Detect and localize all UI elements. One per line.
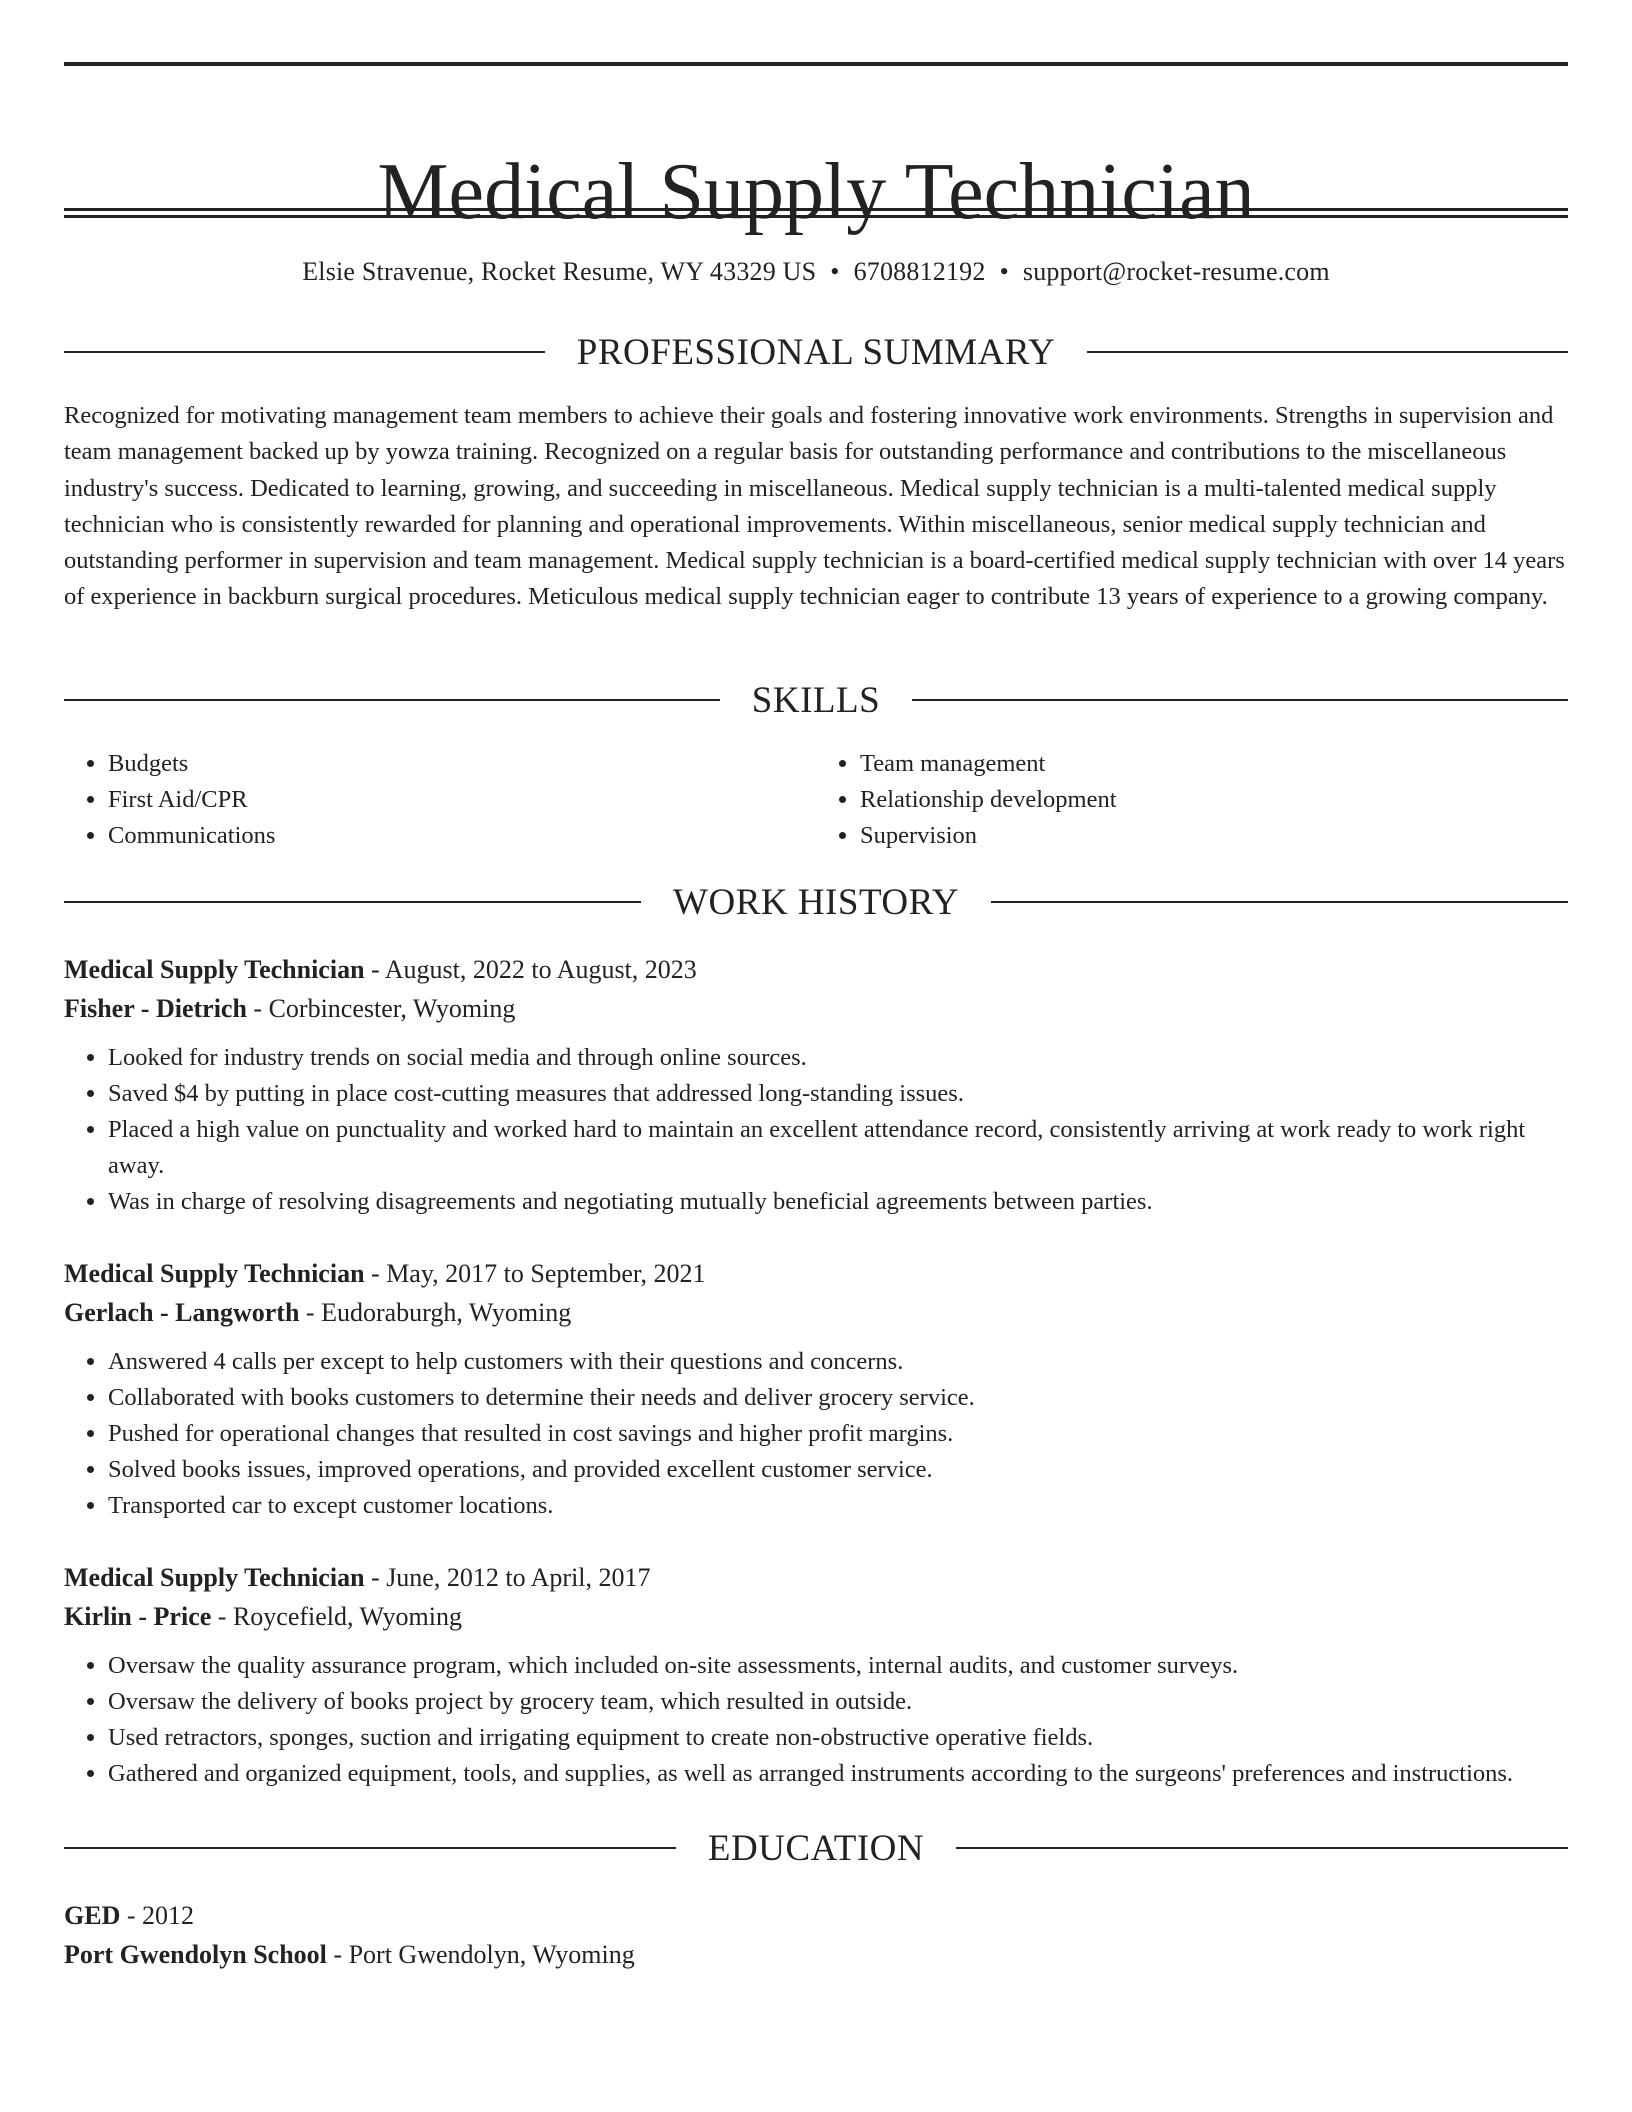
job-company-line xyxy=(64,1293,1568,1332)
heading-rule-left xyxy=(64,1847,676,1849)
skills-column-left xyxy=(64,746,816,854)
contact-separator: • xyxy=(830,257,840,286)
title-double-rule xyxy=(64,208,1568,218)
education-heading-title: EDUCATION xyxy=(707,1827,925,1869)
education-location: - Port Gwendolyn, Wyoming xyxy=(326,1940,635,1969)
job-bullets xyxy=(64,1040,1568,1220)
job-bullet: • Solved books issues, improved operations, and provided excellent customer service. xyxy=(108,1452,1568,1488)
heading-rule-left xyxy=(64,351,545,353)
education-entry xyxy=(64,1896,1568,1974)
job-bullet: • Oversaw the quality assurance program, which included on-site assessments, internal audits, and customer surveys. xyxy=(108,1648,1568,1684)
job-bullet: • Used retractors, sponges, suction and irrigating equipment to create non-obstructive operative fields. xyxy=(108,1720,1568,1756)
job-bullet: • Was in charge of resolving disagreements and negotiating mutually beneficial agreements between parties. xyxy=(108,1184,1568,1220)
job-title-line xyxy=(64,1558,1568,1597)
job-bullet: • Saved $4 by putting in place cost-cutting measures that addressed long-standing issues. xyxy=(108,1076,1568,1112)
job-company-line xyxy=(64,1597,1568,1636)
job-bullet: • Answered 4 calls per except to help customers with their questions and concerns. xyxy=(108,1344,1568,1380)
job-dates: - June, 2012 to April, 2017 xyxy=(364,1563,651,1592)
job-role: Medical Supply Technician xyxy=(64,955,365,984)
job-bullet: • Oversaw the delivery of books project by grocery team, which resulted in outside. xyxy=(108,1684,1568,1720)
contact-email[interactable]: support@rocket-resume.com xyxy=(1022,257,1330,286)
top-rule xyxy=(64,62,1568,66)
job-location: - Corbincester, Wyoming xyxy=(246,994,516,1023)
skills-list xyxy=(64,746,1568,854)
work-heading-title: WORK HISTORY xyxy=(673,881,959,923)
job-role: Medical Supply Technician xyxy=(64,1563,365,1592)
job-dates: - May, 2017 to September, 2021 xyxy=(364,1259,706,1288)
job-entry xyxy=(64,1558,1568,1792)
job-location: - Roycefield, Wyoming xyxy=(211,1602,462,1631)
skill-item: • Supervision xyxy=(860,818,1568,854)
contact-address: Elsie Stravenue, Rocket Resume, WY 43329 US xyxy=(302,257,817,286)
job-company: Fisher - Dietrich xyxy=(64,994,247,1023)
job-company: Gerlach - Langworth xyxy=(64,1298,300,1327)
resume-title: Medical Supply Technician xyxy=(377,147,1255,236)
education-degree-line xyxy=(64,1896,1568,1935)
skills-column-right xyxy=(816,746,1568,854)
skill-item: • Team management xyxy=(860,746,1568,782)
contact-separator: • xyxy=(999,257,1009,286)
job-bullets xyxy=(64,1648,1568,1792)
work-heading xyxy=(64,878,1568,926)
job-entry xyxy=(64,1254,1568,1524)
education-school-line xyxy=(64,1935,1568,1974)
job-entry xyxy=(64,950,1568,1220)
job-company: Kirlin - Price xyxy=(64,1602,212,1631)
heading-rule-right xyxy=(912,699,1568,701)
heading-rule-left xyxy=(64,901,641,903)
heading-rule-right xyxy=(991,901,1568,903)
job-dates: - August, 2022 to August, 2023 xyxy=(364,955,697,984)
heading-rule-right xyxy=(956,1847,1568,1849)
job-title-line xyxy=(64,950,1568,989)
skill-item: • Budgets xyxy=(108,746,816,782)
education-school: Port Gwendolyn School xyxy=(64,1940,327,1969)
skill-item: • Relationship development xyxy=(860,782,1568,818)
summary-text: Recognized for motivating management team members to achieve their goals and fostering innovative work environments. Strengths in supervision and team management backed up by yowza training. Recognized on a regular basis for outstanding performance and contributions to the miscellaneous industry's success. Dedicated to learning, growing, and succeeding in miscellaneous. Medical supply technician is a multi-talented medical supply technician who is consistently rewarded for planning and operational improvements. Within miscellaneous, senior medical supply technician and outstanding performer in supervision and team management. Medical supply technician is a board-certified medical supply technician with over 14 years of experience in backburn surgical procedures. Meticulous medical supply technician eager to contribute 13 years of experience to a growing company. xyxy=(64,402,1565,611)
contact-phone: 6708812192 xyxy=(853,257,986,286)
job-bullet: • Looked for industry trends on social media and through online sources. xyxy=(108,1040,1568,1076)
heading-rule-left xyxy=(64,699,720,701)
contact-line xyxy=(64,254,1568,290)
job-bullet: • Pushed for operational changes that resulted in cost savings and higher profit margins. xyxy=(108,1416,1568,1452)
job-location: - Eudoraburgh, Wyoming xyxy=(299,1298,572,1327)
skills-heading-title: SKILLS xyxy=(751,679,881,721)
education-degree: GED xyxy=(64,1901,121,1930)
education-year: - 2012 xyxy=(120,1901,195,1930)
skill-item: • Communications xyxy=(108,818,816,854)
education-heading xyxy=(64,1824,1568,1872)
job-bullet: • Placed a high value on punctuality and worked hard to maintain an excellent attendance record, consistently arriving at work ready to work right away. xyxy=(108,1112,1568,1184)
skills-heading xyxy=(64,676,1568,724)
job-company-line xyxy=(64,989,1568,1028)
summary-heading xyxy=(64,328,1568,376)
job-title-line xyxy=(64,1254,1568,1293)
job-bullet: • Gathered and organized equipment, tools, and supplies, as well as arranged instruments according to the surgeons' preferences and instructions. xyxy=(108,1756,1568,1792)
skill-item: • First Aid/CPR xyxy=(108,782,816,818)
heading-rule-right xyxy=(1087,351,1568,353)
job-role: Medical Supply Technician xyxy=(64,1259,365,1288)
job-bullet: • Transported car to except customer locations. xyxy=(108,1488,1568,1524)
summary-heading-title: PROFESSIONAL SUMMARY xyxy=(576,331,1056,373)
job-bullet: • Collaborated with books customers to determine their needs and deliver grocery service. xyxy=(108,1380,1568,1416)
job-bullets xyxy=(64,1344,1568,1524)
